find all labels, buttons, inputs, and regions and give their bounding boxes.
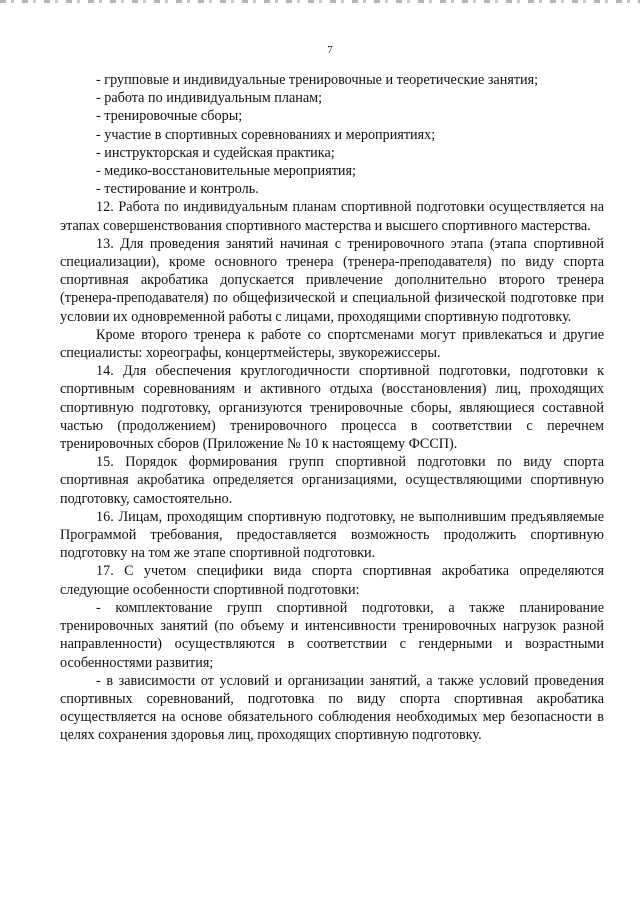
scan-edge-artifact [0, 0, 640, 3]
paragraph-17: 17. С учетом специфики вида спорта спортивная акробатика определяются следующие особенности спортивной подготовки: [60, 563, 604, 598]
page-number: 7 [327, 44, 333, 56]
list-item: - участие в спортивных соревнованиях и мероприятиях; [96, 126, 436, 143]
paragraph-16: 16. Лицам, проходящим спортивную подготовку, не выполнившим предъявляемые Программой требования, предоставляется возможность продолжить спортивную подготовку на том же этапе спортивной подготовки. [60, 508, 604, 562]
paragraph-12: 12. Работа по индивидуальным планам спортивной подготовки осуществляется на этапах совершенствования спортивного мастерства и высшего спортивного мастерства. [60, 199, 604, 234]
paragraph-17-item-2: - в зависимости от условий и организации занятий, а также условий проведения спортивных соревнований, подготовка по виду спорта спортивная акробатика осуществляется на основе обязательного соблюдения необходимых мер безопасности в целях сохранения здоровья лиц, проходящих спортивную подготовку. [60, 672, 604, 744]
paragraph-13: 13. Для проведения занятий начиная с тренировочного этапа (этапа спортивной специализации), кроме основного тренера (тренера-преподавателя) по виду спорта спортивная акробатика допускается привлечение дополнительно второго тренера (тренера-преподавателя) по общефизической и специальной физической подготовке при условии их одновременной работы с лицами, проходящими спортивную подготовку. [60, 235, 604, 325]
list-item: - тестирование и контроль. [96, 181, 259, 198]
document-body [60, 71, 604, 745]
paragraph-17-item-1: - комплектование групп спортивной подготовки, а также планирование тренировочных занятий (по объему и интенсивности тренировочных нагрузок разной направленности) осуществляются в соответствии с гендерными и возрастными особенностями развития; [60, 599, 604, 671]
list-item: - групповые и индивидуальные тренировочные и теоретические занятия; [96, 72, 539, 88]
list-item: - тренировочные сборы; [96, 108, 243, 125]
paragraph-14: 14. Для обеспечения круглогодичности спортивной подготовки, подготовки к спортивным соревнованиям и активного отдыха (восстановления) лиц, проходящих спортивную подготовку, организуются тренировочные сборы, являющиеся составной частью (продолжением) тренировочного процесса в соответствии с перечнем тренировочных сборов (Приложение № 10 к настоящему ФССП). [60, 363, 604, 453]
list-item: - медико-восстановительные мероприятия; [96, 163, 356, 180]
list-item: - инструкторская и судейская практика; [96, 144, 335, 161]
paragraph-15: 15. Порядок формирования групп спортивной подготовки по виду спорта спортивная акробатика определяется организациями, осуществляющими спортивную подготовку, самостоятельно. [60, 454, 604, 507]
list-item: - работа по индивидуальным планам; [96, 90, 323, 107]
paragraph-specialists: Кроме второго тренера к работе со спортсменами могут привлекаться и другие специалисты: хореографы, концертмейстеры, звукорежиссеры. [60, 326, 604, 362]
